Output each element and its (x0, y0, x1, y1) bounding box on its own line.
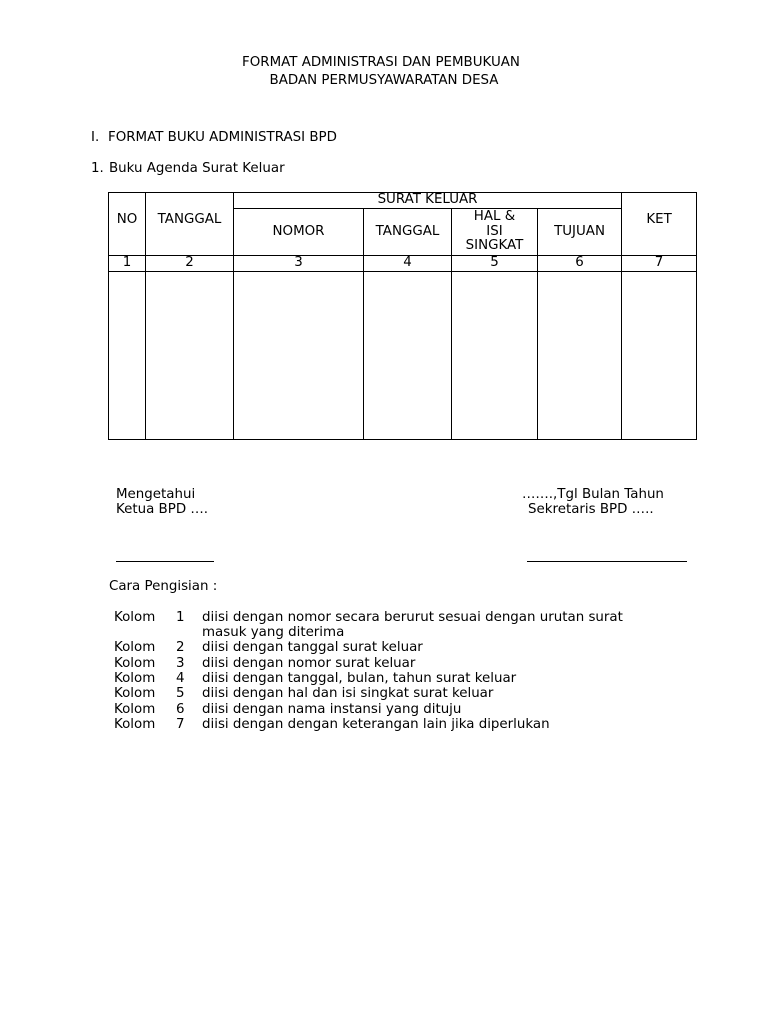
kolom-number: 4 (176, 671, 185, 686)
table-cell-empty (234, 271, 364, 439)
signature-line-right (527, 561, 687, 562)
kolom-text: diisi dengan nomor surat keluar (202, 656, 416, 671)
section-heading: FORMAT BUKU ADMINISTRASI BPD (108, 130, 337, 145)
kolom-text: diisi dengan nomor secara berurut sesuai dengan urutan surat (202, 610, 623, 625)
header-nomor: NOMOR (234, 209, 364, 256)
kolom-text: diisi dengan hal dan isi singkat surat keluar (202, 686, 494, 701)
subsection-number: 1. (91, 161, 104, 176)
column-number: 1 (109, 256, 146, 272)
kolom-label: Kolom (114, 610, 156, 625)
kolom-number: 7 (176, 717, 185, 732)
kolom-number: 5 (176, 686, 185, 701)
kolom-label: Kolom (114, 686, 156, 701)
kolom-label: Kolom (114, 702, 156, 717)
table-cell-empty (364, 271, 452, 439)
document-title-line1: FORMAT ADMINISTRASI DAN PEMBUKUAN (242, 55, 520, 70)
signature-right-line1: …….,Tgl Bulan Tahun (522, 487, 664, 502)
kolom-text: masuk yang diterima (202, 625, 345, 640)
kolom-text: diisi dengan tanggal surat keluar (202, 640, 423, 655)
agenda-surat-keluar-table (108, 192, 697, 440)
header-tanggal: TANGGAL (146, 193, 234, 256)
signature-line-left (116, 561, 214, 562)
kolom-label: Kolom (114, 656, 156, 671)
header-tujuan: TUJUAN (538, 209, 622, 256)
table-cell-empty (538, 271, 622, 439)
header-no: NO (109, 193, 146, 256)
table-cell-empty (452, 271, 538, 439)
kolom-label: Kolom (114, 640, 156, 655)
table-cell-empty (146, 271, 234, 439)
document-title-line2: BADAN PERMUSYAWARATAN DESA (269, 73, 499, 88)
instructions-heading: Cara Pengisian : (109, 579, 218, 594)
kolom-text: diisi dengan nama instansi yang dituju (202, 702, 462, 717)
kolom-number: 6 (176, 702, 185, 717)
signature-right-line2: Sekretaris BPD ….. (528, 502, 654, 517)
signature-left-line2: Ketua BPD …. (116, 502, 209, 517)
section-number: I. (91, 130, 100, 145)
column-number: 2 (146, 256, 234, 272)
column-number: 5 (452, 256, 538, 272)
kolom-number: 2 (176, 640, 185, 655)
subsection-heading: Buku Agenda Surat Keluar (109, 161, 285, 176)
column-number: 3 (234, 256, 364, 272)
kolom-number: 1 (176, 610, 185, 625)
header-ket: KET (622, 193, 697, 256)
signature-left-line1: Mengetahui (116, 487, 196, 502)
kolom-number: 3 (176, 656, 185, 671)
column-number: 7 (622, 256, 697, 272)
table-cell-empty (622, 271, 697, 439)
header-tanggal-surat: TANGGAL (364, 209, 452, 256)
kolom-label: Kolom (114, 671, 156, 686)
kolom-label: Kolom (114, 717, 156, 732)
column-number: 4 (364, 256, 452, 272)
header-hal-isi-singkat: HAL & ISI SINGKAT (452, 209, 538, 256)
table-cell-empty (109, 271, 146, 439)
column-number: 6 (538, 256, 622, 272)
kolom-text: diisi dengan tanggal, bulan, tahun surat keluar (202, 671, 517, 686)
kolom-text: diisi dengan dengan keterangan lain jika diperlukan (202, 717, 550, 732)
header-surat-keluar: SURAT KELUAR (234, 193, 622, 209)
